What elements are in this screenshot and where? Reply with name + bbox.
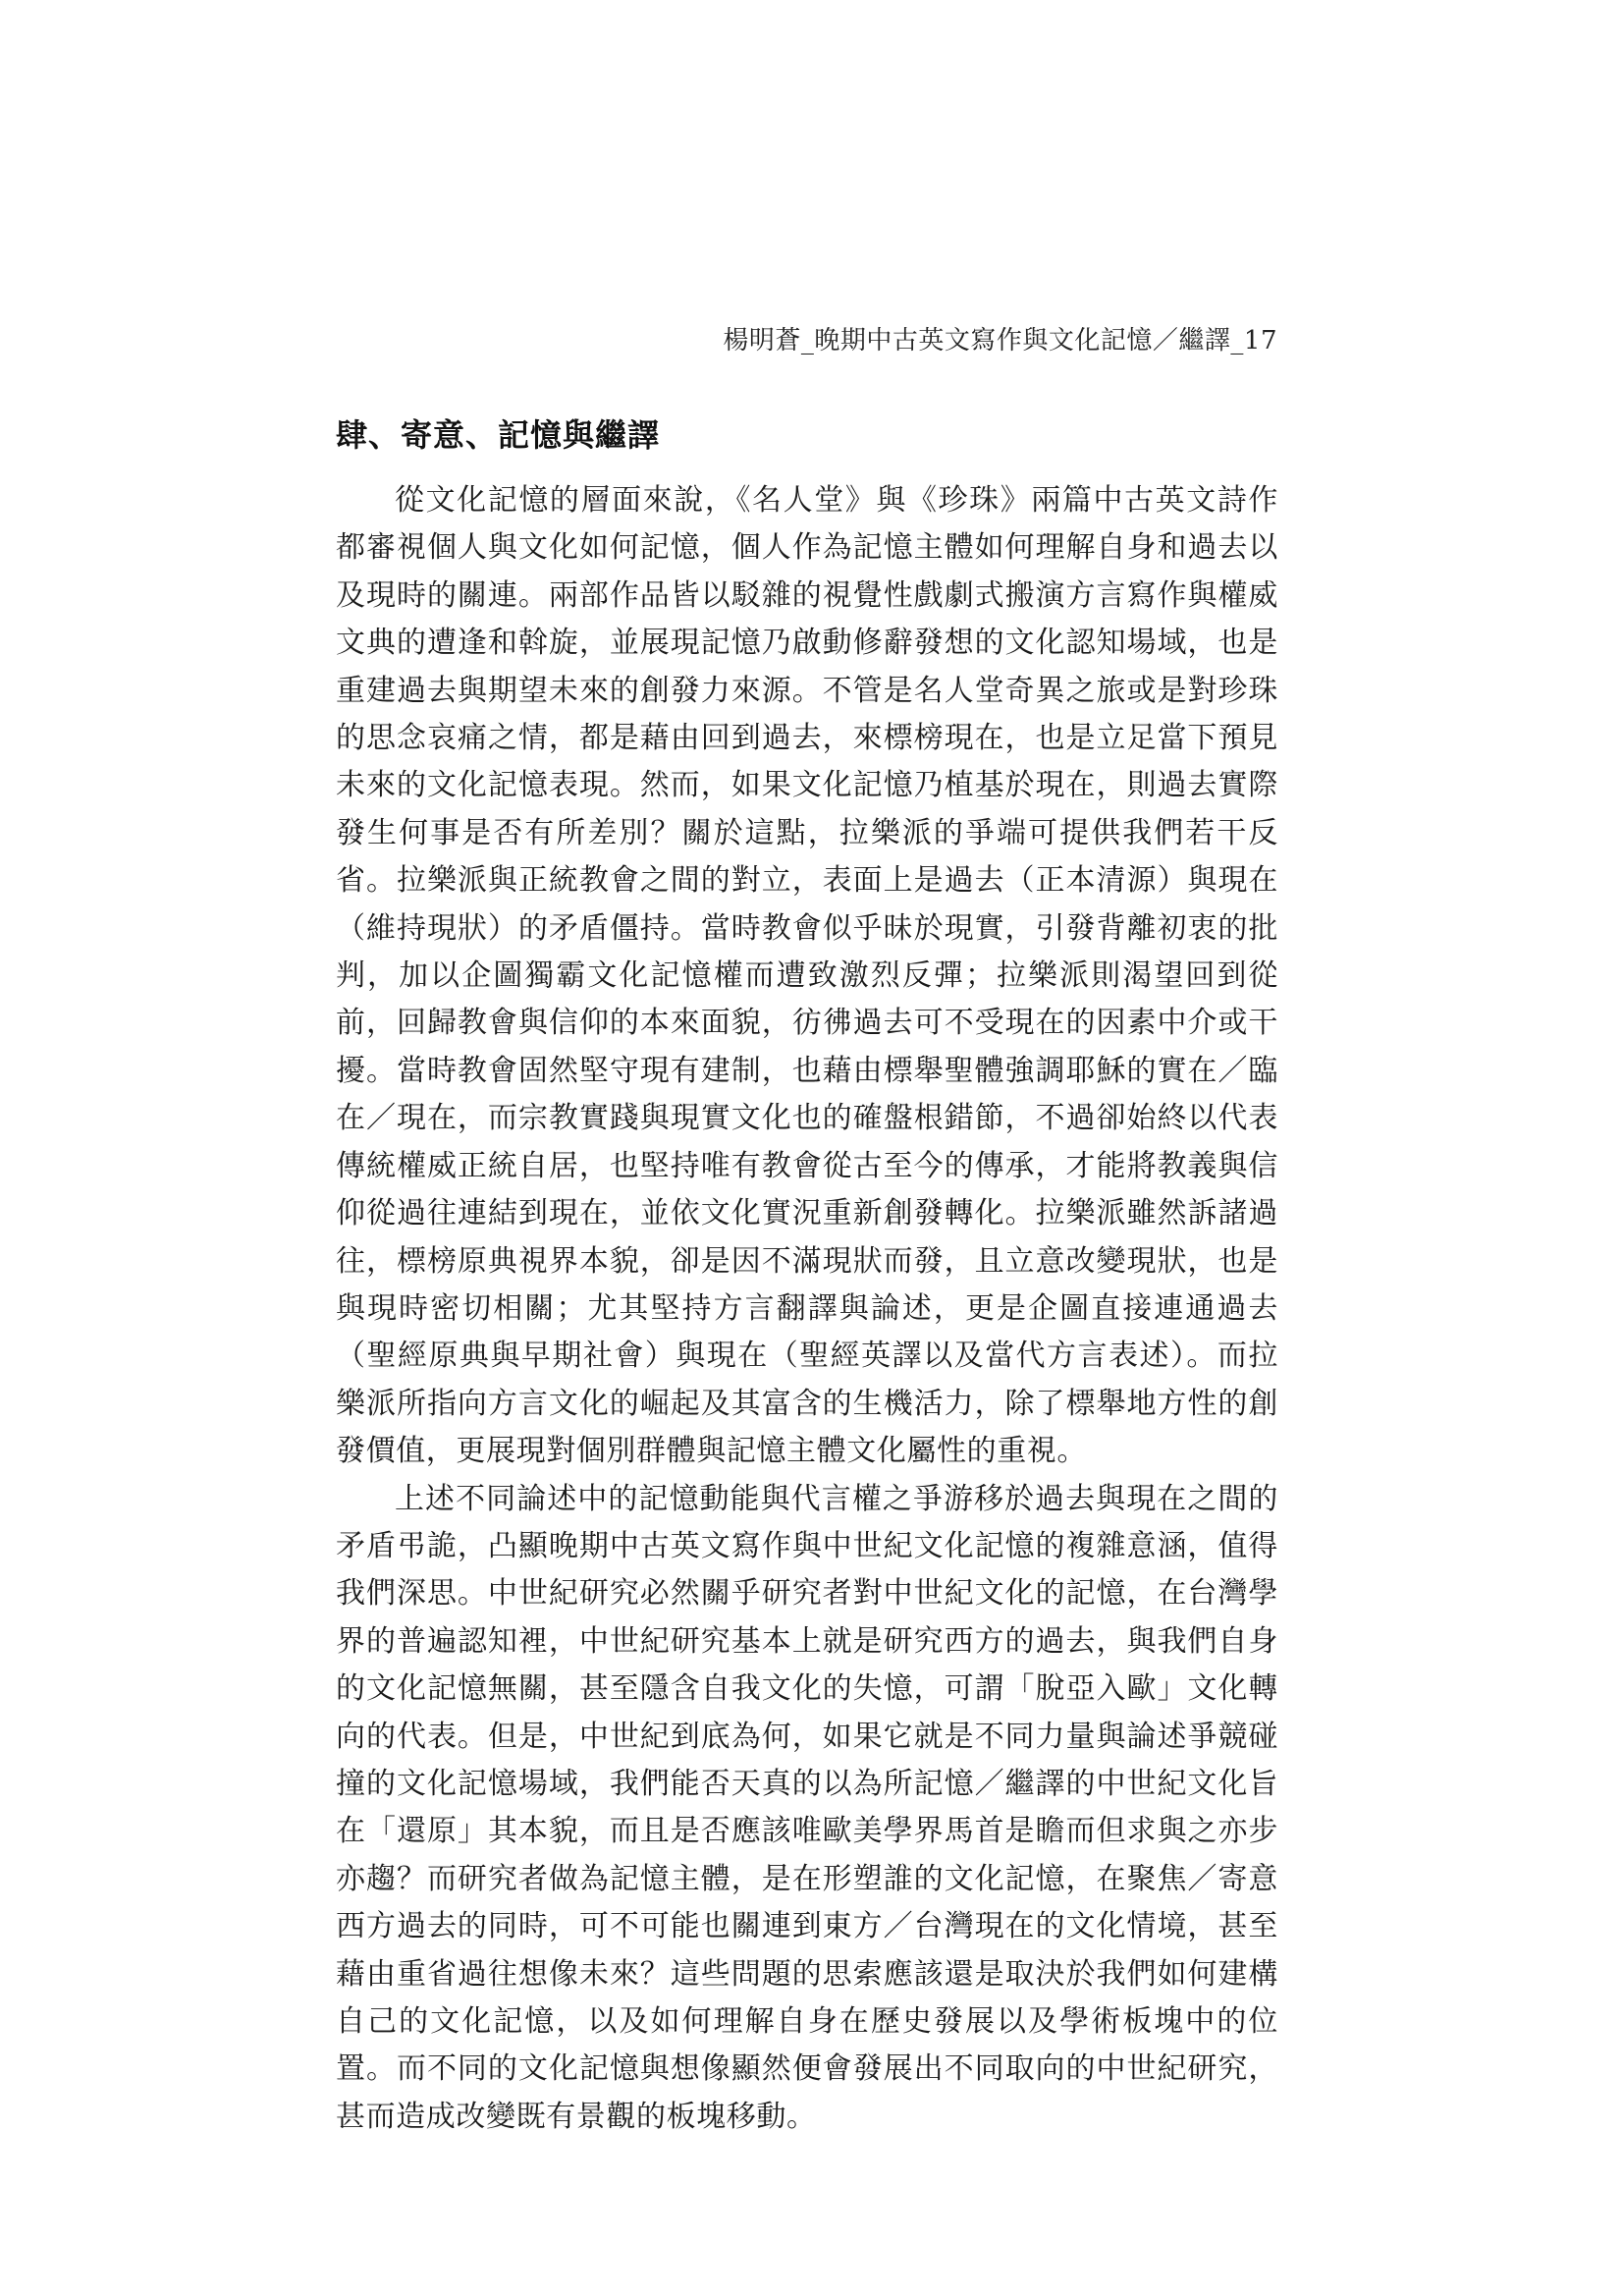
paragraph-1: 從文化記憶的層面來說，《名人堂》與《珍珠》兩篇中古英文詩作都審視個人與文化如何記憶，個人作為記憶主體如何理解自身和過去以及現時的關連。兩部作品皆以駁雜的視覺性戲劇式搬演方言寫作與權威文典的遭逢和斡旋，並展現記憶乃啟動修辭發想的文化認知場域，也是重建過去與期望未來的創發力來源。不管是名人堂奇異之旅或是對珍珠的思念哀痛之情，都是藉由回到過去，來標榜現在，也是立足當下預見未來的文化記憶表現。然而，如果文化記憶乃植基於現在，則過去實際發生何事是否有所差別？關於這點，拉樂派的爭端可提供我們若干反省。拉樂派與正統教會之間的對立，表面上是過去（正本清源）與現在（維持現狀）的矛盾僵持。當時教會似乎昧於現實，引發背離初衷的批判，加以企圖獨霸文化記憶權而遭致激烈反彈；拉樂派則渴望回到從前，回歸教會與信仰的本來面貌，彷彿過去可不受現在的因素中介或干擾。當時教會固然堅守現有建制，也藉由標舉聖體強調耶穌的實在／臨在／現在，而宗教實踐與現實文化也的確盤根錯節，不過卻始終以代表傳統權威正統自居，也堅持唯有教會從古至今的傳承，才能將教義與信仰從過往連結到現在，並依文化實況重新創發轉化。拉樂派雖然訴諸過往，標榜原典視界本貌，卻是因不滿現狀而發，且立意改變現狀，也是與現時密切相關；尤其堅持方言翻譯與論述，更是企圖直接連通過去（聖經原典與早期社會）與現在（聖經英譯以及當代方言表述）。而拉樂派所指向方言文化的崛起及其富含的生機活力，除了標舉地方性的創發價值，更展現對個別群體與記憶主體文化屬性的重視。 <box>336 483 1278 1469</box>
body-text <box>336 477 1278 2141</box>
paragraph-2: 上述不同論述中的記憶動能與代言權之爭游移於過去與現在之間的矛盾弔詭，凸顯晚期中古英文寫作與中世紀文化記憶的複雜意涵，值得我們深思。中世紀研究必然關乎研究者對中世紀文化的記憶，在台灣學界的普遍認知裡，中世紀研究基本上就是研究西方的過去，與我們自身的文化記憶無關，甚至隱含自我文化的失憶，可謂「脫亞入歐」文化轉向的代表。但是，中世紀到底為何，如果它就是不同力量與論述爭競碰撞的文化記憶場域，我們能否天真的以為所記憶／繼譯的中世紀文化旨在「還原」其本貌，而且是否應該唯歐美學界馬首是瞻而但求與之亦步亦趨？而研究者做為記憶主體，是在形塑誰的文化記憶，在聚焦／寄意西方過去的同時，可不可能也關連到東方／台灣現在的文化情境，甚至藉由重省過往想像未來？這些問題的思索應該還是取決於我們如何建構自己的文化記憶，以及如何理解自身在歷史發展以及學術板塊中的位置。而不同的文化記憶與想像顯然便會發展出不同取向的中世紀研究，甚而造成改變既有景觀的板塊移動。 <box>336 1481 1278 2134</box>
section-heading: 肆、寄意、記憶與繼譯 <box>336 416 661 454</box>
running-header: 楊明蒼_晚期中古英文寫作與文化記憶／繼譯_17 <box>723 326 1277 355</box>
